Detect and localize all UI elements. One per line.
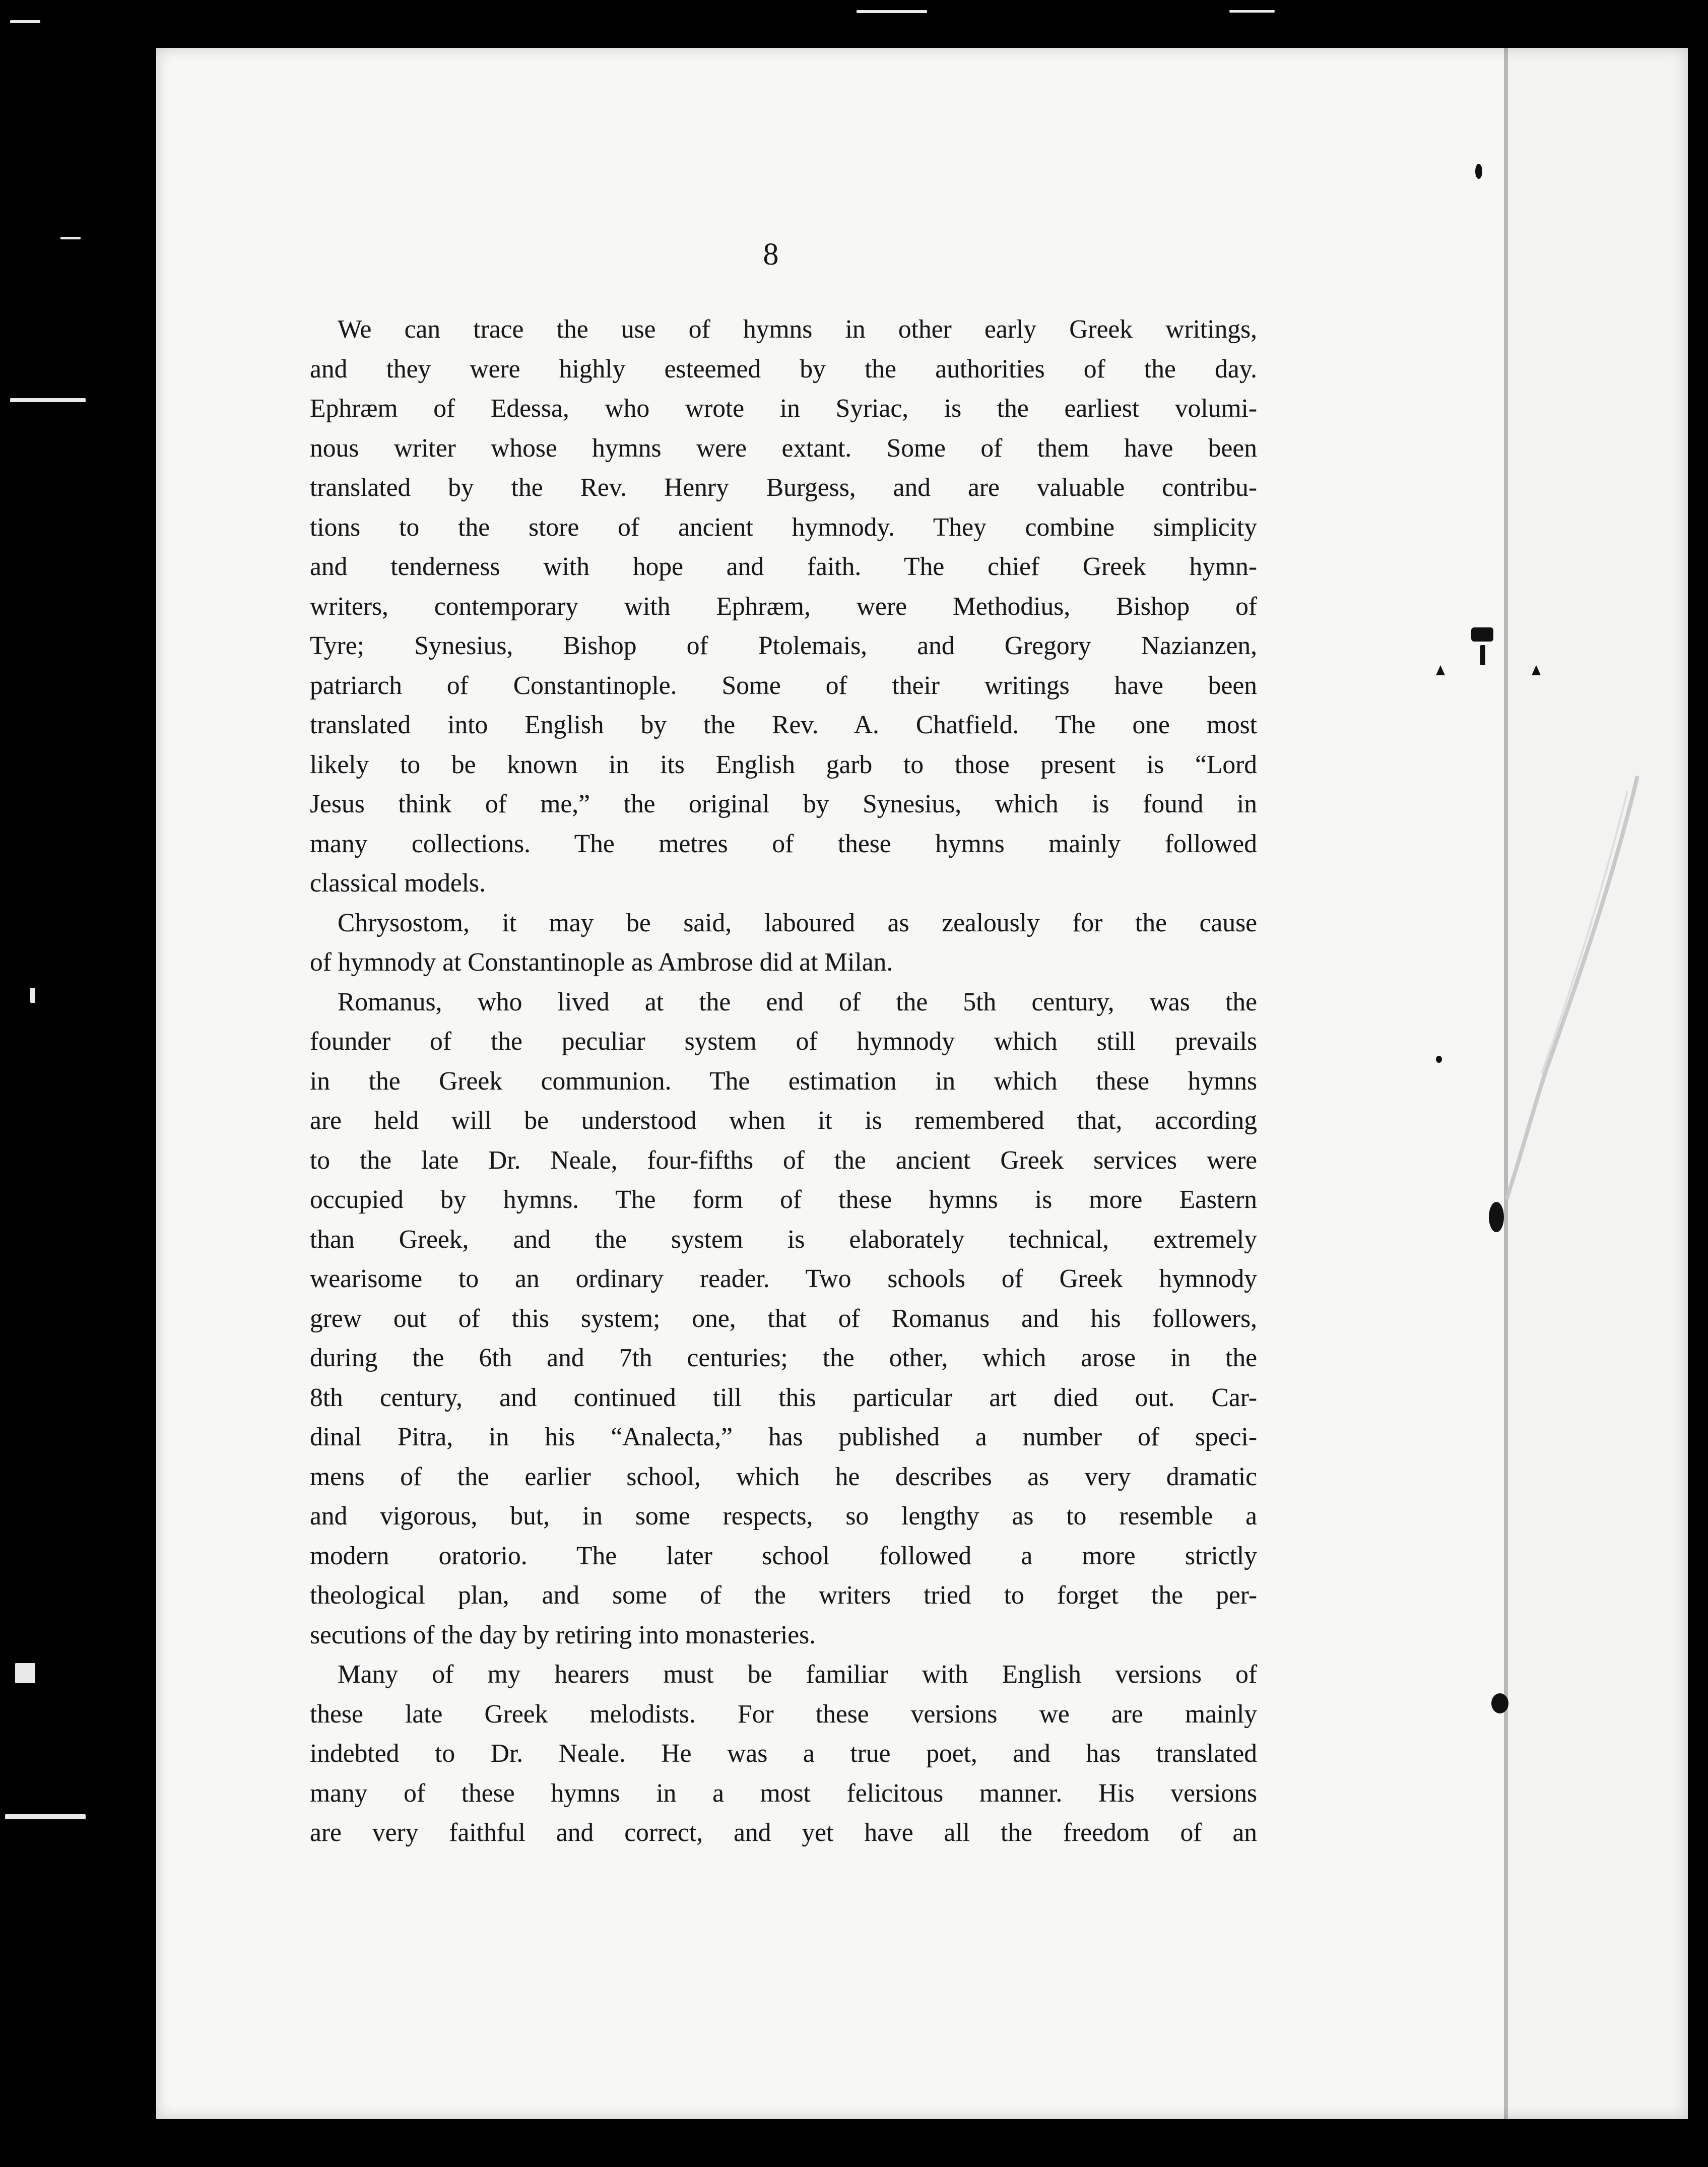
- text-line: founder of the peculiar system of hymnody which still prevails: [310, 1027, 1257, 1056]
- text-line: Many of my hearers must be familiar with English versions of: [338, 1660, 1257, 1689]
- text-line: modern oratorio. The later school followed a more strictly: [310, 1541, 1257, 1570]
- binding-mark: [1489, 1202, 1504, 1232]
- text-line: classical models.: [310, 869, 486, 898]
- text-line: and vigorous, but, in some respects, so lengthy as to resemble a: [310, 1502, 1257, 1531]
- text-line: 8th century, and continued till this particular art died out. Car-: [310, 1383, 1257, 1412]
- text-line: writers, contemporary with Ephræm, were Methodius, Bishop of: [310, 592, 1257, 621]
- text-line: translated into English by the Rev. A. Chatfield. The one most: [310, 711, 1257, 739]
- text-line: wearisome to an ordinary reader. Two schools of Greek hymnody: [310, 1264, 1257, 1293]
- text-line: likely to be known in its English garb to those present is “Lord: [310, 750, 1257, 779]
- text-line: Jesus think of me,” the original by Synesius, which is found in: [310, 790, 1257, 818]
- border-speck: [60, 237, 81, 239]
- text-line: dinal Pitra, in his “Analecta,” has published a number of speci-: [310, 1423, 1257, 1451]
- border-speck: [10, 20, 40, 23]
- text-line: Ephræm of Edessa, who wrote in Syriac, is the earliest volumi-: [310, 394, 1257, 423]
- gutter-tick-right: [1532, 665, 1541, 675]
- text-line: of hymnody at Constantinople as Ambrose did at Milan.: [310, 948, 893, 977]
- border-speck: [10, 398, 86, 402]
- text-line: patriarch of Constantinople. Some of their writings have been: [310, 671, 1257, 700]
- text-line: many collections. The metres of these hymns mainly followed: [310, 829, 1257, 858]
- text-line: We can trace the use of hymns in other early Greek writings,: [338, 315, 1257, 344]
- text-line: translated by the Rev. Henry Burgess, and are valuable contribu-: [310, 473, 1257, 502]
- text-line: during the 6th and 7th centuries; the other, which arose in the: [310, 1344, 1257, 1372]
- text-line: mens of the earlier school, which he describes as very dramatic: [310, 1462, 1257, 1491]
- text-line: to the late Dr. Neale, four-fifths of the ancient Greek services were: [310, 1145, 1257, 1175]
- border-speck: [5, 1814, 86, 1819]
- text-line: indebted to Dr. Neale. He was a true poet, and has translated: [310, 1739, 1257, 1768]
- border-speck: [15, 1663, 35, 1683]
- text-line: Chrysostom, it may be said, laboured as zealously for the cause: [338, 908, 1257, 937]
- text-line: occupied by hymns. The form of these hymns is more Eastern: [310, 1185, 1257, 1214]
- binding-mark: [1471, 627, 1493, 642]
- border-speck: [30, 988, 35, 1003]
- text-line: grew out of this system; one, that of Romanus and his followers,: [310, 1304, 1257, 1333]
- border-speck: [857, 10, 927, 13]
- border-speck: [1229, 10, 1275, 13]
- text-line: and tenderness with hope and faith. The chief Greek hymn-: [310, 552, 1257, 581]
- text-line: theological plan, and some of the writers tried to forget the per-: [310, 1581, 1257, 1610]
- binding-mark: [1475, 164, 1482, 179]
- gutter-tick-left: [1436, 665, 1445, 675]
- text-line: and they were highly esteemed by the authorities of the day.: [310, 354, 1257, 384]
- text-line: nous writer whose hymns were extant. Some of them have been: [310, 433, 1257, 463]
- binding-mark: [1480, 645, 1485, 665]
- text-line: Romanus, who lived at the end of the 5th century, was the: [338, 987, 1257, 1016]
- binding-mark: [1436, 1056, 1442, 1063]
- page-number: 8: [763, 237, 779, 272]
- text-line: tions to the store of ancient hymnody. They combine simplicity: [310, 513, 1257, 542]
- text-line: are held will be understood when it is remembered that, according: [310, 1106, 1257, 1135]
- paper-crease: [1486, 771, 1648, 1204]
- text-line: these late Greek melodists. For these versions we are mainly: [310, 1699, 1257, 1729]
- text-line: secutions of the day by retiring into monasteries.: [310, 1620, 816, 1649]
- body-text: [310, 310, 1257, 1853]
- text-line: in the Greek communion. The estimation in which these hymns: [310, 1066, 1257, 1096]
- text-line: than Greek, and the system is elaborately technical, extremely: [310, 1225, 1257, 1254]
- text-line: many of these hymns in a most felicitous manner. His versions: [310, 1778, 1257, 1808]
- text-line: are very faithful and correct, and yet have all the freedom of an: [310, 1818, 1257, 1847]
- text-line: Tyre; Synesius, Bishop of Ptolemais, and Gregory Nazianzen,: [310, 631, 1257, 660]
- binding-mark: [1491, 1693, 1508, 1713]
